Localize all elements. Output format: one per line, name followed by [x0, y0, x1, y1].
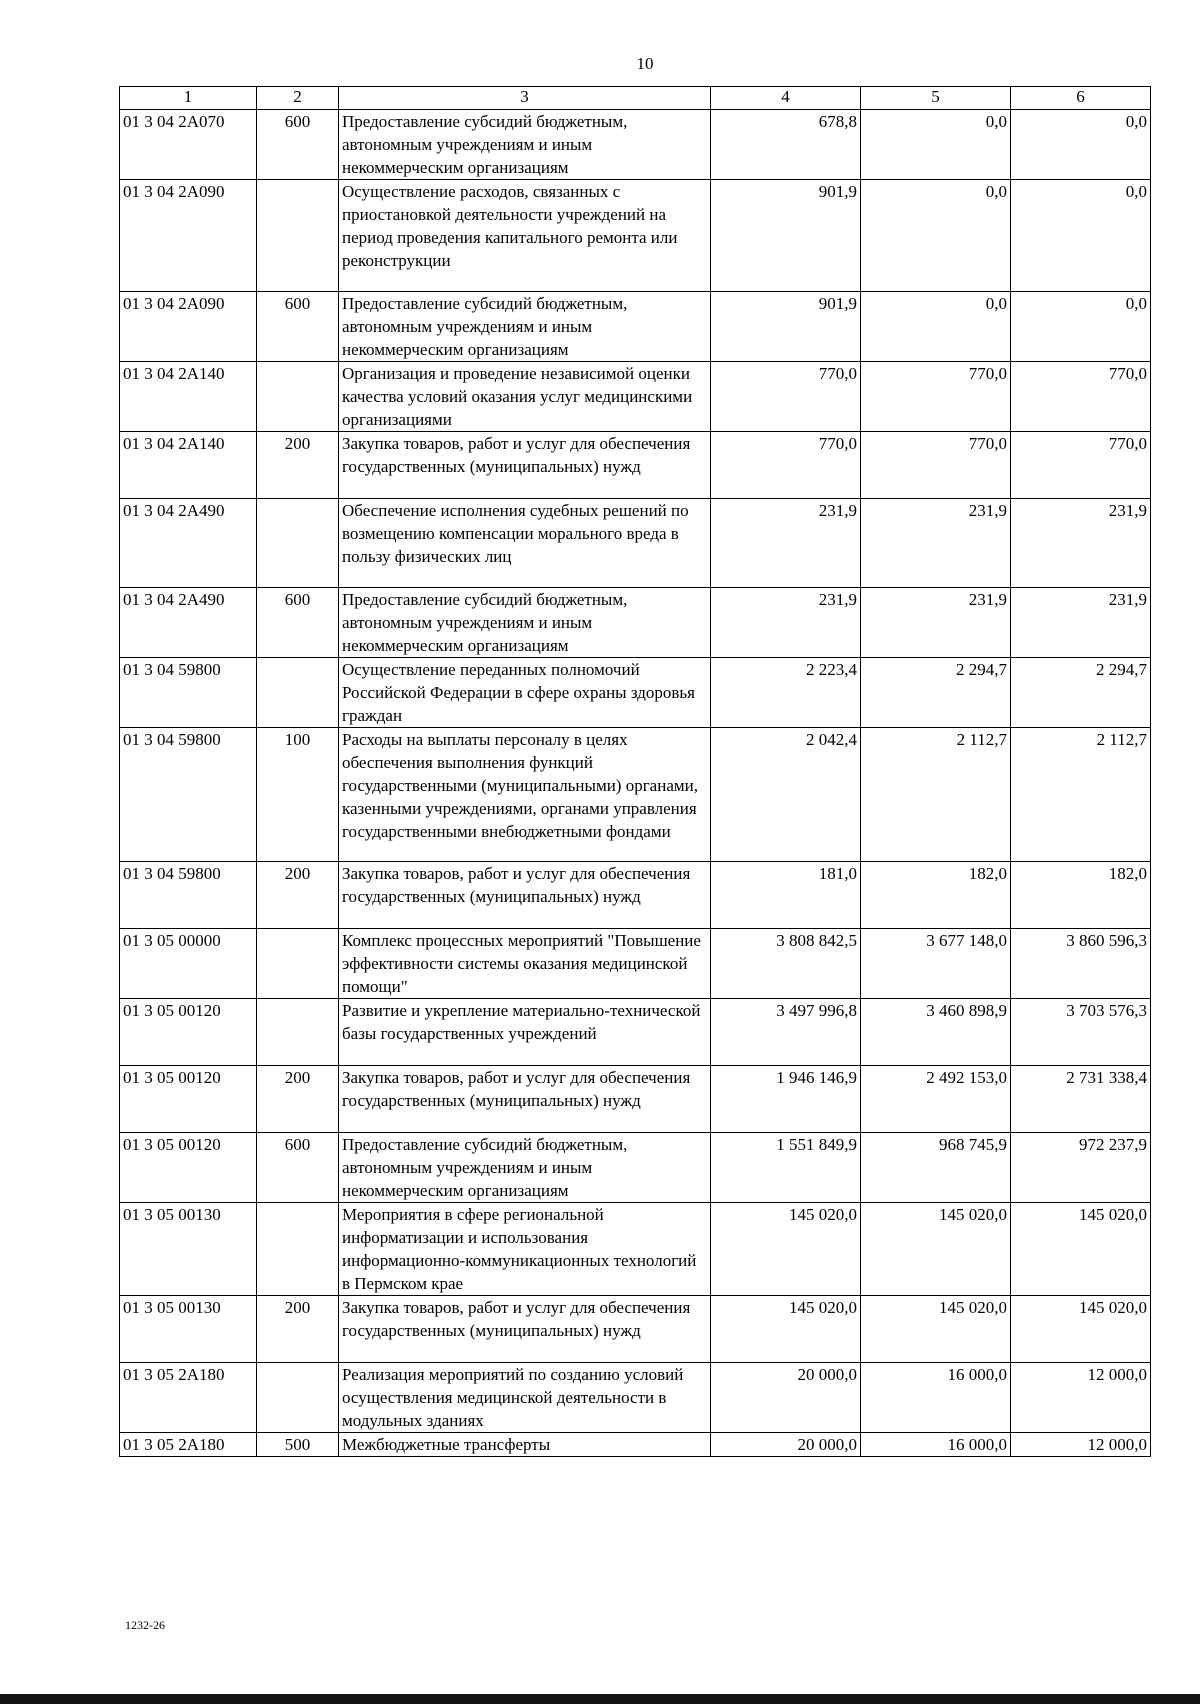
cell-value-col5: 0,0 — [861, 180, 1011, 292]
cell-name: Предоставление субсидий бюджетным, автономным учреждениям и иным некоммерческим организациям — [339, 292, 711, 362]
cell-expense-type: 600 — [257, 292, 339, 362]
table-header-row — [120, 87, 1151, 110]
column-header: 3 — [339, 87, 711, 110]
cell-code: 01 3 04 2А140 — [120, 432, 257, 499]
cell-value-col4: 770,0 — [711, 432, 861, 499]
column-header: 5 — [861, 87, 1011, 110]
table-row — [120, 862, 1151, 929]
cell-value-col6: 145 020,0 — [1011, 1296, 1151, 1363]
cell-code: 01 3 05 00120 — [120, 999, 257, 1066]
cell-code: 01 3 05 00120 — [120, 1066, 257, 1133]
cell-value-col5: 231,9 — [861, 499, 1011, 588]
cell-code: 01 3 05 00130 — [120, 1203, 257, 1296]
cell-value-col6: 12 000,0 — [1011, 1363, 1151, 1433]
cell-name: Межбюджетные трансферты — [339, 1433, 711, 1457]
column-header: 2 — [257, 87, 339, 110]
table-row — [120, 1433, 1151, 1457]
table-row — [120, 929, 1151, 999]
cell-value-col4: 181,0 — [711, 862, 861, 929]
table-row — [120, 999, 1151, 1066]
cell-value-col5: 182,0 — [861, 862, 1011, 929]
table-row — [120, 362, 1151, 432]
cell-value-col5: 968 745,9 — [861, 1133, 1011, 1203]
cell-value-col5: 2 112,7 — [861, 728, 1011, 862]
page-number: 10 — [636, 54, 654, 73]
scan-edge — [0, 1694, 1200, 1704]
cell-value-col6: 3 703 576,3 — [1011, 999, 1151, 1066]
table-row — [120, 180, 1151, 292]
cell-code: 01 3 04 2А490 — [120, 499, 257, 588]
cell-code: 01 3 04 2А090 — [120, 292, 257, 362]
cell-expense-type: 200 — [257, 1296, 339, 1363]
cell-value-col4: 3 497 996,8 — [711, 999, 861, 1066]
table-row — [120, 1203, 1151, 1296]
cell-code: 01 3 04 59800 — [120, 728, 257, 862]
cell-expense-type: 500 — [257, 1433, 339, 1457]
table-row — [120, 499, 1151, 588]
cell-value-col6: 2 294,7 — [1011, 658, 1151, 728]
cell-value-col6: 3 860 596,3 — [1011, 929, 1151, 999]
table-row — [120, 728, 1151, 862]
cell-code: 01 3 04 2А070 — [120, 110, 257, 180]
cell-value-col6: 2 112,7 — [1011, 728, 1151, 862]
cell-name: Закупка товаров, работ и услуг для обеспечения государственных (муниципальных) нужд — [339, 1066, 711, 1133]
cell-name: Осуществление переданных полномочий Российской Федерации в сфере охраны здоровья граждан — [339, 658, 711, 728]
cell-value-col4: 145 020,0 — [711, 1203, 861, 1296]
column-header: 6 — [1011, 87, 1151, 110]
cell-value-col4: 901,9 — [711, 292, 861, 362]
budget-table — [119, 86, 1151, 1457]
cell-value-col6: 182,0 — [1011, 862, 1151, 929]
cell-code: 01 3 04 2А090 — [120, 180, 257, 292]
cell-code: 01 3 04 59800 — [120, 862, 257, 929]
cell-expense-type — [257, 658, 339, 728]
cell-value-col6: 0,0 — [1011, 180, 1151, 292]
table-row — [120, 110, 1151, 180]
column-header: 4 — [711, 87, 861, 110]
cell-name: Закупка товаров, работ и услуг для обеспечения государственных (муниципальных) нужд — [339, 432, 711, 499]
table-row — [120, 588, 1151, 658]
cell-value-col5: 770,0 — [861, 362, 1011, 432]
cell-name: Организация и проведение независимой оценки качества условий оказания услуг медицинскими организациями — [339, 362, 711, 432]
cell-value-col4: 3 808 842,5 — [711, 929, 861, 999]
cell-value-col5: 2 294,7 — [861, 658, 1011, 728]
cell-value-col5: 770,0 — [861, 432, 1011, 499]
cell-code: 01 3 05 00130 — [120, 1296, 257, 1363]
table-row — [120, 1066, 1151, 1133]
cell-value-col6: 231,9 — [1011, 499, 1151, 588]
cell-value-col6: 231,9 — [1011, 588, 1151, 658]
cell-value-col6: 0,0 — [1011, 292, 1151, 362]
cell-name: Предоставление субсидий бюджетным, автономным учреждениям и иным некоммерческим организациям — [339, 588, 711, 658]
cell-expense-type — [257, 1363, 339, 1433]
table-row — [120, 292, 1151, 362]
cell-value-col4: 20 000,0 — [711, 1433, 861, 1457]
column-header: 1 — [120, 87, 257, 110]
cell-value-col5: 0,0 — [861, 110, 1011, 180]
cell-code: 01 3 04 2А490 — [120, 588, 257, 658]
cell-name: Расходы на выплаты персоналу в целях обеспечения выполнения функций государственными (муниципальными) органами, казенными учреждениями, органами управления государственными внебюджетными фондами — [339, 728, 711, 862]
cell-value-col6: 145 020,0 — [1011, 1203, 1151, 1296]
cell-value-col4: 678,8 — [711, 110, 861, 180]
cell-expense-type — [257, 362, 339, 432]
cell-value-col4: 770,0 — [711, 362, 861, 432]
table-row — [120, 1296, 1151, 1363]
cell-value-col4: 231,9 — [711, 588, 861, 658]
cell-value-col5: 3 460 898,9 — [861, 999, 1011, 1066]
cell-code: 01 3 04 2А140 — [120, 362, 257, 432]
cell-expense-type — [257, 929, 339, 999]
cell-code: 01 3 05 2А180 — [120, 1433, 257, 1457]
table-row — [120, 1133, 1151, 1203]
cell-name: Мероприятия в сфере региональной информатизации и использования информационно-коммуникационных технологий в Пермском крае — [339, 1203, 711, 1296]
cell-expense-type: 200 — [257, 1066, 339, 1133]
cell-value-col5: 231,9 — [861, 588, 1011, 658]
cell-expense-type: 200 — [257, 432, 339, 499]
cell-name: Закупка товаров, работ и услуг для обеспечения государственных (муниципальных) нужд — [339, 1296, 711, 1363]
cell-code: 01 3 05 2А180 — [120, 1363, 257, 1433]
cell-name: Реализация мероприятий по созданию условий осуществления медицинской деятельности в модульных зданиях — [339, 1363, 711, 1433]
cell-expense-type — [257, 1203, 339, 1296]
cell-expense-type — [257, 180, 339, 292]
cell-value-col6: 770,0 — [1011, 432, 1151, 499]
cell-expense-type: 200 — [257, 862, 339, 929]
cell-value-col4: 901,9 — [711, 180, 861, 292]
cell-expense-type: 600 — [257, 110, 339, 180]
cell-value-col4: 20 000,0 — [711, 1363, 861, 1433]
cell-name: Обеспечение исполнения судебных решений по возмещению компенсации морального вреда в пользу физических лиц — [339, 499, 711, 588]
cell-value-col6: 12 000,0 — [1011, 1433, 1151, 1457]
cell-value-col4: 1 946 146,9 — [711, 1066, 861, 1133]
cell-value-col6: 972 237,9 — [1011, 1133, 1151, 1203]
table-row — [120, 432, 1151, 499]
cell-value-col4: 145 020,0 — [711, 1296, 861, 1363]
cell-value-col4: 1 551 849,9 — [711, 1133, 861, 1203]
cell-value-col5: 16 000,0 — [861, 1433, 1011, 1457]
cell-value-col5: 2 492 153,0 — [861, 1066, 1011, 1133]
cell-value-col5: 145 020,0 — [861, 1203, 1011, 1296]
table-row — [120, 1363, 1151, 1433]
cell-name: Закупка товаров, работ и услуг для обеспечения государственных (муниципальных) нужд — [339, 862, 711, 929]
cell-expense-type: 600 — [257, 588, 339, 658]
cell-code: 01 3 05 00000 — [120, 929, 257, 999]
cell-value-col6: 0,0 — [1011, 110, 1151, 180]
cell-expense-type: 600 — [257, 1133, 339, 1203]
cell-value-col6: 770,0 — [1011, 362, 1151, 432]
cell-value-col4: 2 042,4 — [711, 728, 861, 862]
cell-name: Комплекс процессных мероприятий "Повышение эффективности системы оказания медицинской помощи" — [339, 929, 711, 999]
cell-expense-type: 100 — [257, 728, 339, 862]
cell-code: 01 3 05 00120 — [120, 1133, 257, 1203]
cell-value-col4: 2 223,4 — [711, 658, 861, 728]
cell-name: Развитие и укрепление материально-технической базы государственных учреждений — [339, 999, 711, 1066]
cell-value-col4: 231,9 — [711, 499, 861, 588]
cell-expense-type — [257, 499, 339, 588]
cell-name: Предоставление субсидий бюджетным, автономным учреждениям и иным некоммерческим организациям — [339, 110, 711, 180]
document-id: 1232-26 — [125, 1618, 165, 1632]
cell-value-col5: 0,0 — [861, 292, 1011, 362]
cell-value-col6: 2 731 338,4 — [1011, 1066, 1151, 1133]
cell-value-col5: 16 000,0 — [861, 1363, 1011, 1433]
cell-code: 01 3 04 59800 — [120, 658, 257, 728]
cell-expense-type — [257, 999, 339, 1066]
cell-name: Предоставление субсидий бюджетным, автономным учреждениям и иным некоммерческим организациям — [339, 1133, 711, 1203]
table-row — [120, 658, 1151, 728]
cell-name: Осуществление расходов, связанных с приостановкой деятельности учреждений на период проведения капитального ремонта или реконструкции — [339, 180, 711, 292]
cell-value-col5: 3 677 148,0 — [861, 929, 1011, 999]
cell-value-col5: 145 020,0 — [861, 1296, 1011, 1363]
